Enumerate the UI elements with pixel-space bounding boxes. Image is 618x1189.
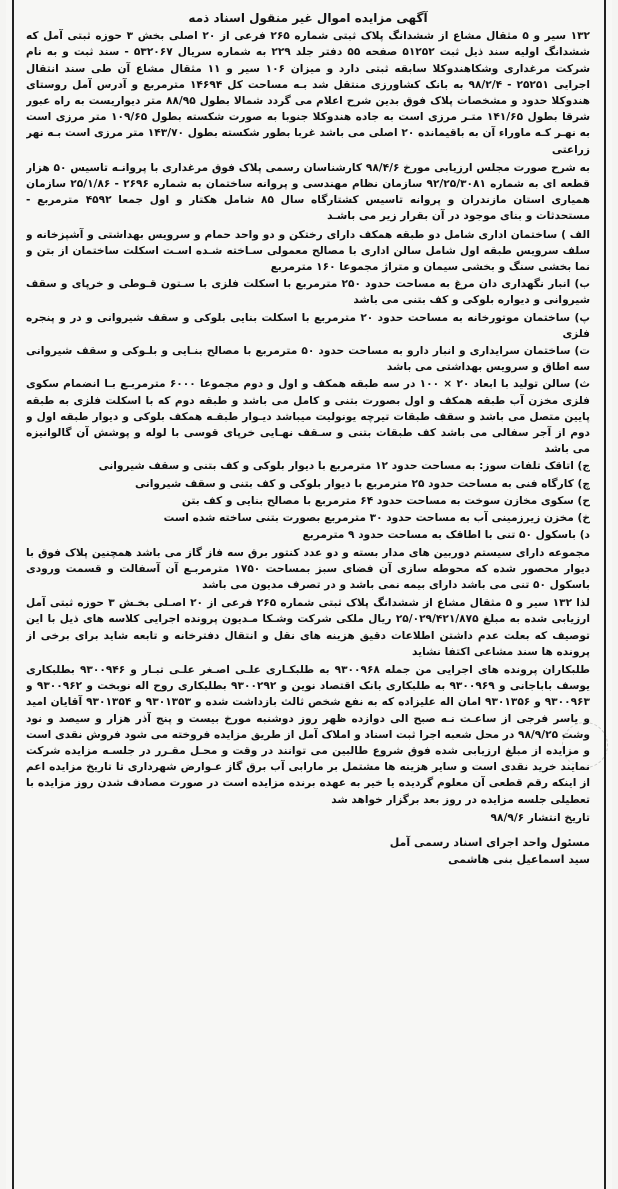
building-item: خ) مخزن زیرزمینی آب به مساحت حدود ۳۰ مترمربع بصورت بتنی ساخته شده است (163, 512, 590, 525)
left-border-line (12, 0, 14, 1189)
property-description: ۱۳۲ سیر و ۵ مثقال مشاع از ششدانگ پلاک ثبتی شماره ۲۶۵ فرعی از ۲۰ اصلی بخش ۳ حوزه ثبتی آمل که ششدانگ اولیه سند ذیل ثبت ۵۱۲۵۲ صفحه ۵۵ دفتر جلد ۲۲۹ به شماره سریال ۵۳۲۰۶۷ - سند ثبت و به نام شرکت مرغداری وشکاهندوکلا سابقه ثبتی دارد و میزان ۱۰۶ سیر و ۱۱ مثقال مشاع آن طی سند انتقال اجرایی ۲۵۲۵۱ - ۹۸/۲/۴ به بانک کشاورزی منتقل شد بـه مساحت کل ۱۴۶۹۴ مترمربع و آدرس آمل روستای هندوکلا حدود و مشخصات پلاک فوق بدین شرح اعلام می گردد شمالا بطول ۸۸/۹۵ متر دیواریست به راه عبور شرقا بطول ۱۴۱/۶۵ متـر مرزی است به جاده هندوکلا جنوبا به صورت شکسته بطول ۱۰۹/۶۵ متر مرزی است به نهـر کـه ماوراء آن به باقیمانده ۲۰ اصلی می باشد غربا بطور شکسته بطول ۱۴۳/۷۰ متر مرزی است بـه نهر زراعتی (26, 30, 590, 156)
building-item: ت) ساختمان سرایداری و انبار دارو به مساحت حدود ۵۰ مترمربع با مصالح بنـایی و بلـوکی و سقف شیروانی سه اطاق و سرویس بهداشتی می باشد (26, 345, 590, 374)
building-item: الف ) ساختمان اداری شامل دو طبقه همکف دارای رختکن و دو واحد حمام و سرویس بهداشتی و آشپزخانه و سلف سرویس طبقه اول شامل سالن اداری با مصالح معمولی سـاخته شـده اسـت اسکلت ساختمان از بتن و نما بخشی سنگ و بخشی سیمان و متراژ مجموعا ۱۶۰ مترمربع (26, 228, 590, 274)
creditors-paragraph: طلبکاران پرونده های اجرایی من جمله ۹۳۰۰۹۶۸ به طلبکـاری علـی اصـغر علـی تبـار و ۹۳۰۰۹۴۶ بطلبکاری یوسف باباجانی و ۹۳۰۰۹۶۹ به طلبکاری بانک اقتصاد نوین و ۹۳۰۰۲۹۲ بطلبکاری روح اله نوبخت و ۹۳۰۰۹۶۲ و ۹۳۰۰۹۶۳ و ۹۳۰۱۳۵۶ امان اله علیزاده که به نفع شخص ثالث بازداشت شده و ۹۳۰۱۳۵۳ و ۹۳۰۱۳۵۴ آقایان امید و یاسر فرجی از ساعـت نـه صبح الی دوازده ظهر روز دوشنبه مورخ بیست و پنج آذر هزار و سیصد و نود وشت ۹۸/۹/۲۵ در محل شعبه اجرا ثبت اسناد و املاک آمل از طریق مزایده فروخته می شود فروش نقدی است و مزایده از مبلغ ارزیابی شده فوق شروع طالبین می توانند در وقت و محـل مقـرر در جلسـه مزایده شرکت نمایند خرید نقدی است و سایر هزینه ها مشتمل بر مارابی آب برق گاز عـوارض شهرداری تا تاریخ مزایده اعم از اینکه رقم قطعی آن معلوم گردیده یا خیر به عهده برنده مزایده است در صورت مصادف شدن روز مزایده با تعطیلی جلسه مزایده در روز بعد برگزار خواهد شد (26, 663, 590, 806)
signature-title: مسئول واحد اجرای اسناد رسمی آمل (389, 835, 590, 849)
notice-title: آگهی مزایده اموال غیر منقول اسناد ذمه (188, 11, 428, 25)
building-item: ب) انبار نگهداری دان مرغ به مساحت حدود ۲۵۰ مترمربع با اسکلت فلزی با سـتون قـوطی و خرپای و سقف شیروانی و دیواره بلوکی و کف بتنی می باشد (26, 278, 590, 307)
building-item: ث) سالن تولید با ابعاد ۲۰ × ۱۰۰ در سه طبقه همکف و اول و دوم مجموعا ۶۰۰۰ مترمربـع بـا انضمام سکوی فلزی مخزن آب طبقه همکف و اول بصورت بتنی و کامل می باشد و طبقه دوم که با اسکلت فلزی به طبقه پایین متصل می باشد و سقف طبقات تیرچه یونولیت میباشد دیـوار طبقـه همکف بلوکی و دیوار طبقه اول و دوم از آجر سفالی می باشد کف طبقات بتنی و سـقف نهـایی خرپای قوسی با لوله و پوشش آن گالوانیزه می باشد (26, 378, 590, 456)
building-item: ج) اتاقک تلفات سوز: به مساحت حدود ۱۲ مترمربع با دیوار بلوکی و کف بتنی و سقف شیروانی (98, 460, 590, 473)
utilities-paragraph: مجموعه دارای سیستم دوربین های مدار بسته و دو عدد کنتور برق سه فاز گاز می باشد همچنین پلاک فوق با دیوار محصور شده که محوطه سازی آن فضای سبز بمساحت ۱۷۵۰ مترمربـع آن آسفالت و قسمت ورودی باسکول ۵۰ تنی می باشد دارای بیمه نمی باشد و در تصرف مدیون می باشد (26, 546, 590, 591)
signature-block (26, 834, 590, 868)
building-item: چ) کارگاه فنی به مساحت حدود ۲۵ مترمربع با دیوار بلوکی و کف بتنی و سقف شیروانی (135, 477, 590, 490)
assessment-paragraph: به شرح صورت مجلس ارزیابی مورخ ۹۸/۴/۶ کارشناسان رسمی پلاک فوق مرغداری با پروانـه تاسیس ۵۰ هزار قطعه ای به شماره ۹۲/۲۵/۳۰۸۱ سازمان نظام مهندسی و پروانه ساختمان به شماره ۲۶۹۶ - ۲۵/۱/۸۶ سازمان همیاری استان مازندران و پروانه تاسیس کشتارگاه سال ۸۵ شامل هکتار و اول جمعا ۴۵۹۲ مترمربع - مستحدثات و بنای موجود در آن بقرار زیر می باشـد (26, 161, 590, 223)
building-item: ح) سکوی مخازن سوخت به مساحت حدود ۶۴ مترمربع با مصالح بنایی و کف بتن (181, 494, 590, 507)
building-item: پ) ساختمان موتورخانه به مساحت حدود ۲۰ مترمربع با اسکلت بنایی بلوکی و سقف شیروانی و در و پنجره فلزی (26, 311, 590, 340)
signature-name: سید اسماعیل بنی هاشمی (448, 852, 590, 866)
newspaper-clipping (6, 0, 612, 1189)
publish-date: تاریخ انتشار ۹۸/۹/۶ (490, 811, 590, 824)
conclusion-paragraph: لذا ۱۳۲ سیر و ۵ مثقال مشاع از ششدانگ پلاک ثبتی شماره ۲۶۵ فرعی از ۲۰ اصـلی بخـش ۳ حوزه ثبتی آمل ارزیابی شده به مبلغ ۲۵/۰۲۹/۴۲۱/۸۷۵ ریال ملکی شرکت وشـکا مـدیون پرونده اجرایی کلاسه های ذیل با این توصیف که بعلت عدم داشتن اطلاعات دقیق هزینه های نقل و انتقال دفترخانه و تابعه شاید برای برخی از پرونده ها سند مشاعی اکتفا نشاید (26, 597, 590, 658)
right-border-line (604, 0, 606, 1189)
notice-body (26, 10, 590, 1171)
building-item: د) باسکول ۵۰ تنی با اطاقک به مساحت حدود ۹ مترمربع (302, 529, 590, 542)
